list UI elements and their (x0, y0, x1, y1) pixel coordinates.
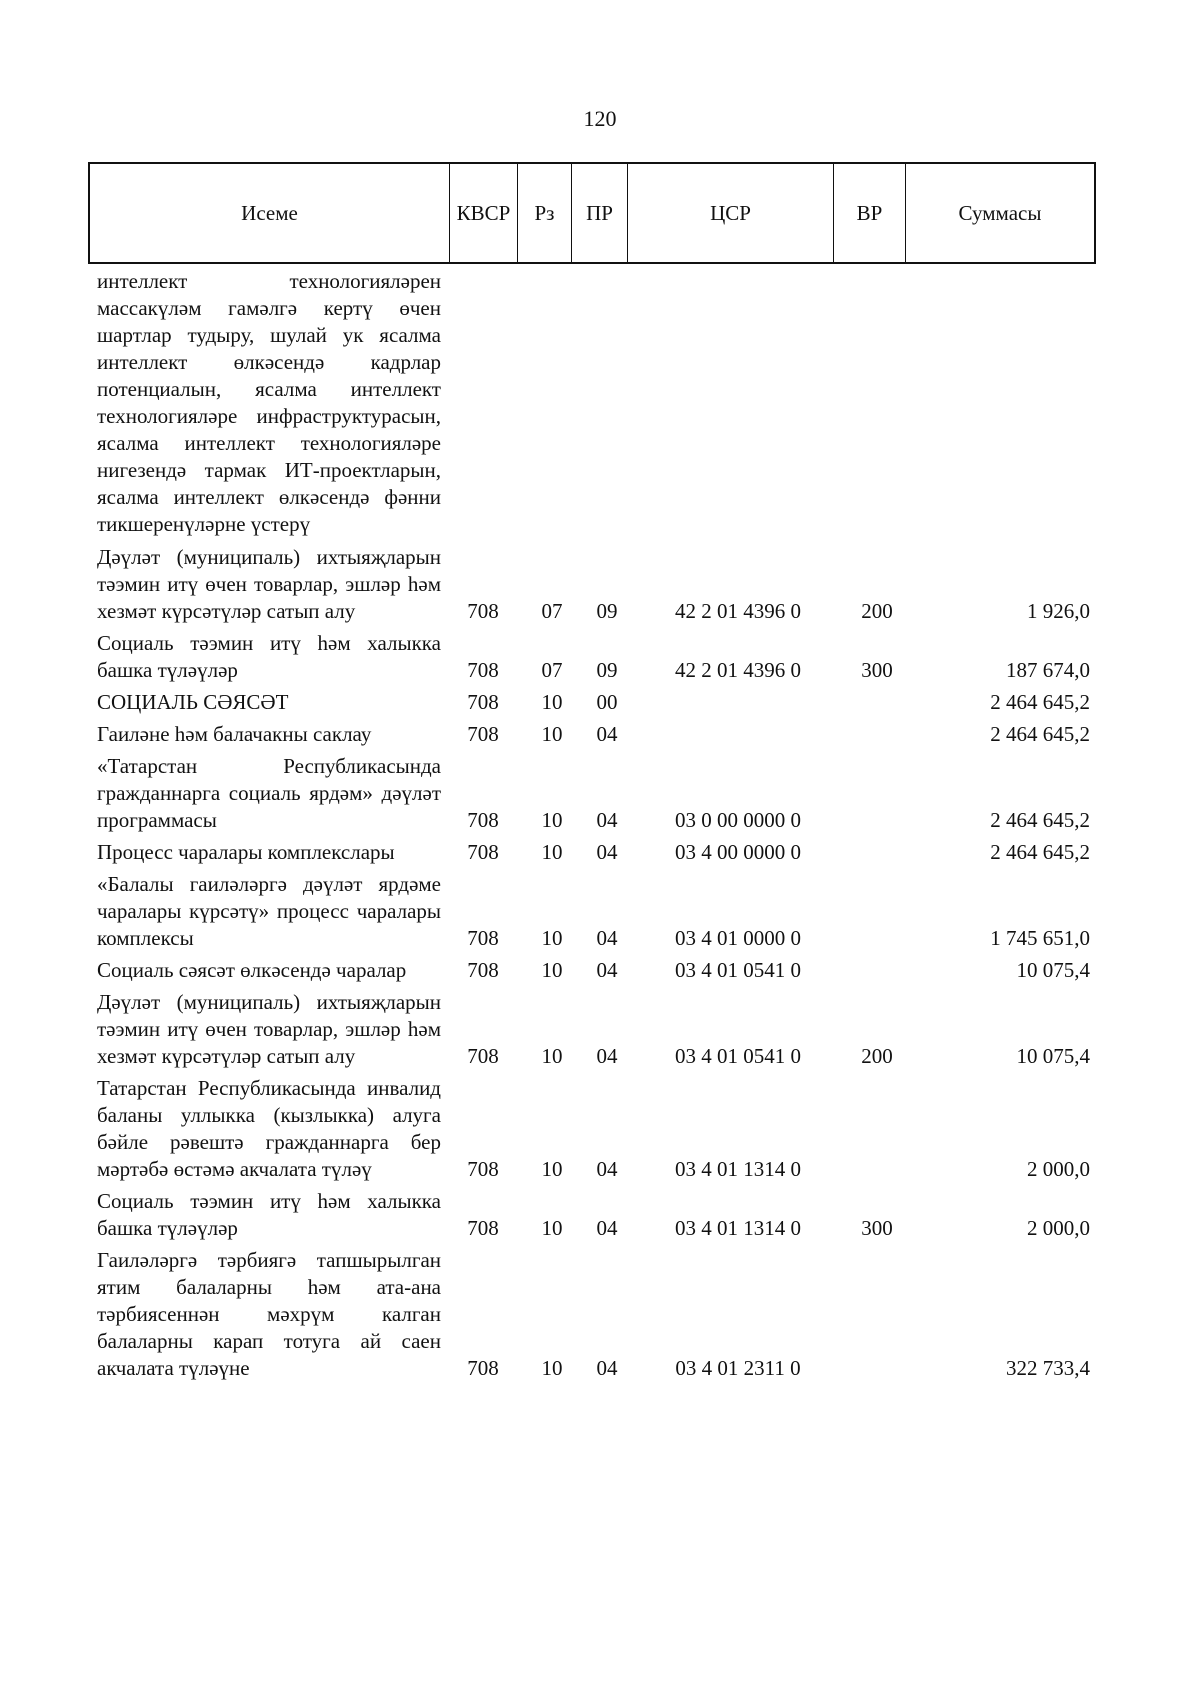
cell-sum: 1 926,0 (1027, 599, 1090, 623)
cell-rz: 10 (541, 840, 563, 864)
cell-kvsr: 708 (467, 690, 499, 714)
table-row (97, 871, 1092, 952)
cell-rz: 10 (541, 1216, 563, 1240)
cell-csr: 03 4 01 0541 0 (675, 1044, 801, 1068)
cell-sum: 10 075,4 (1016, 1044, 1090, 1068)
cell-kvsr: 708 (467, 658, 499, 682)
table-row (97, 1247, 1092, 1382)
cell-kvsr: 708 (467, 808, 499, 832)
cell-vr: 200 (861, 1044, 893, 1068)
cell-name: СОЦИАЛЬ СӘЯСӘТ (97, 690, 289, 714)
cell-kvsr: 708 (467, 1044, 499, 1068)
header-kvsr: КВСР (450, 164, 518, 262)
table-row (97, 839, 1092, 866)
cell-csr: 42 2 01 4396 0 (675, 599, 801, 623)
cell-sum: 2 000,0 (1027, 1157, 1090, 1181)
cell-pr: 04 (596, 840, 618, 864)
cell-sum: 322 733,4 (1006, 1356, 1090, 1380)
table-row (97, 544, 1092, 625)
cell-name: Гаиләне һәм балачакны саклау (97, 722, 372, 746)
cell-name: Социаль сәясәт өлкәсендә чаралар (97, 958, 407, 982)
cell-name: Социаль тәэмин итү һәм халыкка башка түләүләр (97, 1189, 441, 1240)
cell-csr: 03 4 01 1314 0 (675, 1216, 801, 1240)
cell-vr: 300 (861, 1216, 893, 1240)
cell-kvsr: 708 (467, 840, 499, 864)
cell-sum: 1 745 651,0 (990, 926, 1090, 950)
cell-vr: 300 (861, 658, 893, 682)
cell-name: Татарстан Республикасында инвалид баланы уллыкка (кызлыкка) алуга бәйле рәвештә гражданнарга бер мәртәбә өстәмә акчалата түләү (97, 1076, 441, 1181)
cell-sum: 2 464 645,2 (990, 722, 1090, 746)
cell-rz: 07 (541, 599, 563, 623)
cell-name: Дәүләт (муниципаль) ихтыяҗларын тәэмин итү өчен товарлар, эшләр һәм хезмәт күрсәтүләр сатып алу (97, 545, 441, 623)
cell-kvsr: 708 (467, 722, 499, 746)
cell-name: Социаль тәэмин итү һәм халыкка башка түләүләр (97, 631, 441, 682)
cell-pr: 04 (596, 958, 618, 982)
cell-pr: 04 (596, 926, 618, 950)
table-header (88, 162, 1096, 264)
header-sum: Суммасы (958, 200, 1042, 225)
cell-vr: 200 (861, 599, 893, 623)
cell-rz: 10 (541, 722, 563, 746)
table-row (97, 957, 1092, 984)
cell-kvsr: 708 (467, 1157, 499, 1181)
table-row (97, 268, 1092, 538)
cell-name: «Татарстан Республикасында гражданнарга социаль ярдәм» дәүләт программасы (97, 754, 441, 832)
cell-sum: 10 075,4 (1016, 958, 1090, 982)
table-row (97, 989, 1092, 1070)
cell-csr: 42 2 01 4396 0 (675, 658, 801, 682)
table-row (97, 1075, 1092, 1183)
cell-kvsr: 708 (467, 926, 499, 950)
cell-sum: 2 000,0 (1027, 1216, 1090, 1240)
cell-pr: 04 (596, 808, 618, 832)
page-number: 120 (583, 106, 617, 131)
cell-pr: 09 (596, 658, 618, 682)
header-rz: Рз (518, 164, 572, 262)
cell-pr: 09 (596, 599, 618, 623)
cell-sum: 2 464 645,2 (990, 808, 1090, 832)
cell-rz: 10 (541, 926, 563, 950)
cell-pr: 04 (596, 1356, 618, 1380)
cell-name: «Балалы гаиләләргә дәүләт ярдәме чаралары күрсәтү» процесс чаралары комплексы (97, 872, 441, 950)
header-name: Исеме (90, 164, 450, 262)
table-row (97, 1188, 1092, 1242)
cell-pr: 04 (596, 1157, 618, 1181)
cell-rz: 10 (541, 1356, 563, 1380)
table-row (97, 689, 1092, 716)
cell-rz: 10 (541, 690, 563, 714)
cell-pr: 00 (596, 690, 618, 714)
cell-name: интеллект технологияләрен массакүләм гамәлгә кертү өчен шартлар тудыру, шулай ук ясалма интеллект өлкәсендә кадрлар потенциалын, ясалма интеллект технологияләре инфраструктурасын, ясалма интеллект технологияләре нигезендә тармак ИТ-проектларын, ясалма интеллект өлкәсендә фәнни тикшеренүләрне үстерү (97, 269, 441, 536)
cell-sum: 187 674,0 (1006, 658, 1090, 682)
table-body (97, 268, 1092, 1387)
header-pr: ПР (572, 164, 628, 262)
cell-rz: 10 (541, 1157, 563, 1181)
cell-name: Гаиләләргә тәрбиягә тапшырылган ятим балаларны һәм ата-ана тәрбиясеннән мәхрүм калган балаларны карап тотуга ай саен акчалата түләүне (97, 1248, 441, 1380)
cell-kvsr: 708 (467, 1216, 499, 1240)
table-row (97, 753, 1092, 834)
cell-sum: 2 464 645,2 (990, 690, 1090, 714)
cell-name: Процесс чаралары комплекслары (97, 840, 395, 864)
cell-csr: 03 4 01 0000 0 (675, 926, 801, 950)
cell-rz: 10 (541, 1044, 563, 1068)
cell-csr: 03 4 01 0541 0 (675, 958, 801, 982)
table-row (97, 630, 1092, 684)
cell-rz: 10 (541, 808, 563, 832)
cell-rz: 07 (541, 658, 563, 682)
header-csr: ЦСР (628, 164, 834, 262)
cell-pr: 04 (596, 722, 618, 746)
cell-kvsr: 708 (467, 1356, 499, 1380)
cell-kvsr: 708 (467, 958, 499, 982)
cell-pr: 04 (596, 1044, 618, 1068)
table-row (97, 721, 1092, 748)
cell-sum: 2 464 645,2 (990, 840, 1090, 864)
cell-csr: 03 4 01 2311 0 (675, 1356, 801, 1380)
cell-csr: 03 4 00 0000 0 (675, 840, 801, 864)
header-vr: ВР (834, 164, 906, 262)
cell-kvsr: 708 (467, 599, 499, 623)
cell-name: Дәүләт (муниципаль) ихтыяҗларын тәэмин итү өчен товарлар, эшләр һәм хезмәт күрсәтүләр сатып алу (97, 990, 441, 1068)
cell-csr: 03 0 00 0000 0 (675, 808, 801, 832)
cell-pr: 04 (596, 1216, 618, 1240)
cell-csr: 03 4 01 1314 0 (675, 1157, 801, 1181)
cell-rz: 10 (541, 958, 563, 982)
